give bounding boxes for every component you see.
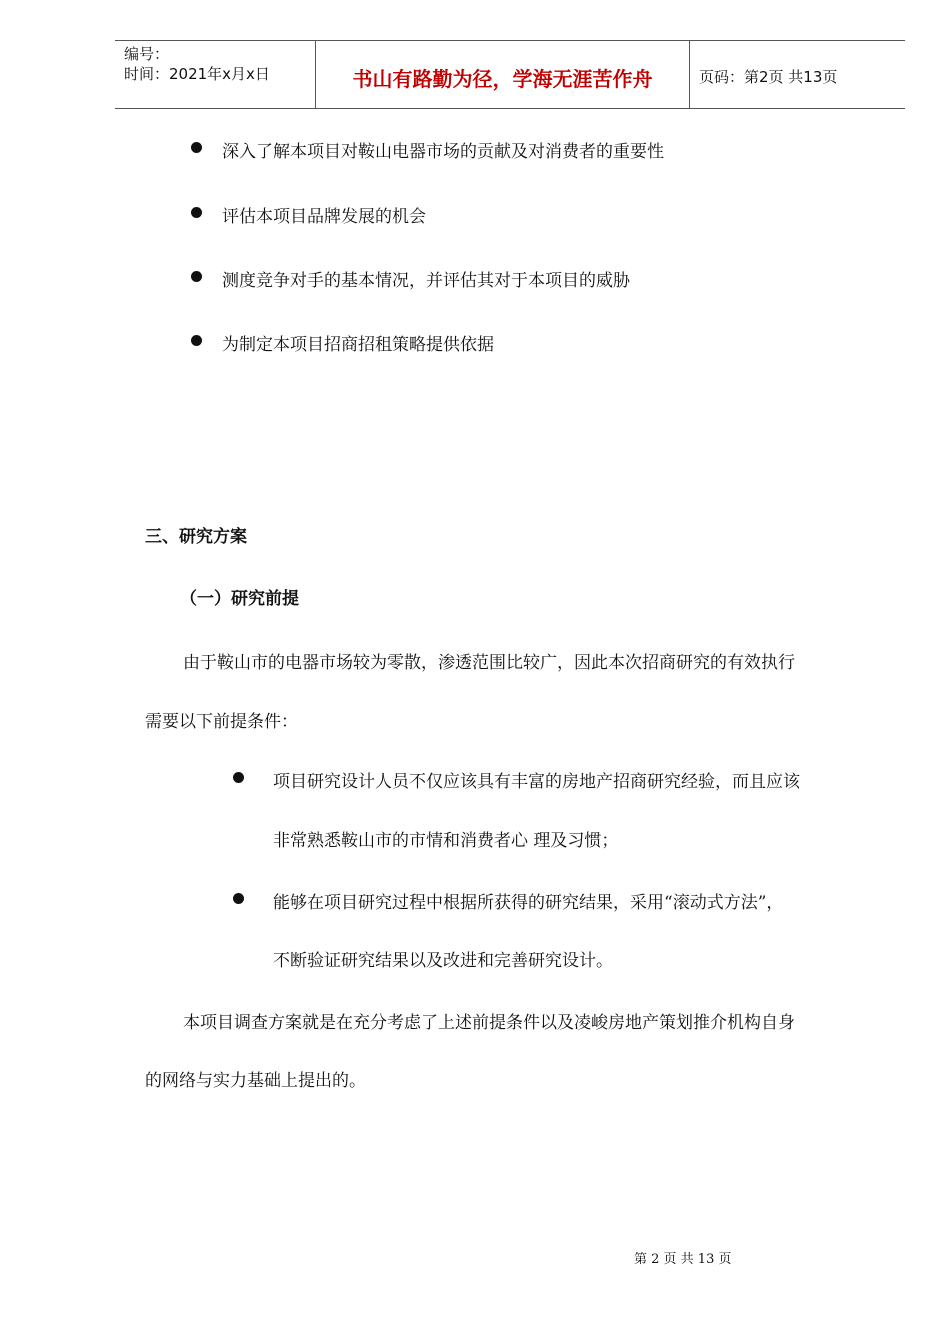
header-motto: 书山有路勤为径，学海无涯苦作舟 — [352, 67, 653, 91]
bullet-icon — [191, 271, 202, 282]
goal-item: 为制定本项目招商招租策略提供依据 — [222, 335, 494, 355]
condition-item-line: 能够在项目研究过程中根据所获得的研究结果，采用“滚动式方法”， — [273, 893, 784, 913]
bullet-icon — [233, 893, 244, 904]
closing-paragraph-line: 的网络与实力基础上提出的。 — [145, 1071, 366, 1091]
bullet-icon — [233, 772, 244, 783]
goal-item: 评估本项目品牌发展的机会 — [222, 207, 426, 227]
goal-item: 深入了解本项目对鞍山电器市场的贡献及对消费者的重要性 — [222, 142, 664, 162]
bullet-icon — [191, 207, 202, 218]
section-title: 三、研究方案 — [145, 527, 247, 547]
header-page-label: 页码：第2页 共13页 — [699, 68, 838, 86]
bullet-icon — [191, 142, 202, 153]
subsection-title: （一）研究前提 — [180, 589, 299, 609]
goal-item: 测度竞争对手的基本情况，并评估其对于本项目的威胁 — [222, 271, 630, 291]
header-left-cell — [115, 41, 316, 108]
document-time-label: 时间：2021年x月x日 — [124, 65, 270, 83]
header-center-cell — [316, 41, 690, 108]
intro-paragraph-line: 由于鞍山市的电器市场较为零散，渗透范围比较广，因此本次招商研究的有效执行 — [183, 653, 795, 673]
page-header — [115, 40, 905, 109]
bullet-icon — [191, 335, 202, 346]
header-right-cell — [690, 41, 905, 108]
intro-paragraph-line: 需要以下前提条件： — [145, 712, 298, 732]
closing-paragraph-line: 本项目调查方案就是在充分考虑了上述前提条件以及凌峻房地产策划推介机构自身 — [183, 1013, 795, 1033]
page-footer: 第 2 页 共 13 页 — [634, 1252, 732, 1267]
condition-item-line: 不断验证研究结果以及改进和完善研究设计。 — [273, 951, 613, 971]
document-number-label: 编号： — [124, 45, 170, 63]
condition-item-line: 非常熟悉鞍山市的市情和消费者心 理及习惯； — [273, 831, 619, 851]
condition-item-line: 项目研究设计人员不仅应该具有丰富的房地产招商研究经验，而且应该 — [273, 772, 800, 792]
